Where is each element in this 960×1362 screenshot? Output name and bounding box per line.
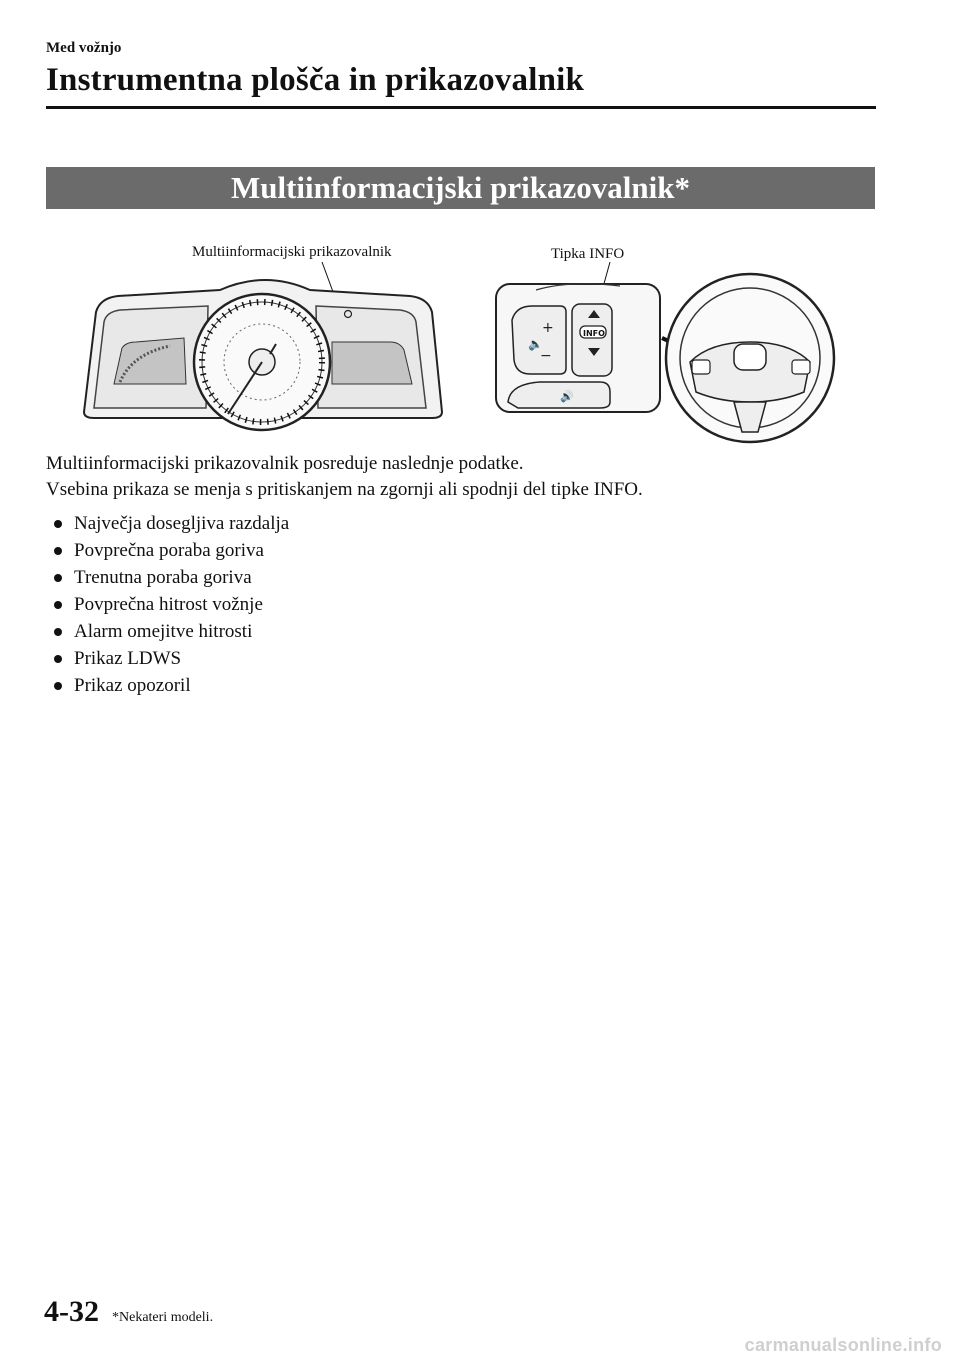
list-item xyxy=(46,537,289,564)
info-button-label: INFO xyxy=(583,329,605,338)
section-banner xyxy=(46,167,875,209)
list-item xyxy=(46,510,289,537)
section-label: Med vožnjo xyxy=(46,40,122,56)
list-item-text: Prikaz LDWS xyxy=(74,648,182,669)
list-item xyxy=(46,645,289,672)
callout-display-label: Multiinformacijski prikazovalnik xyxy=(192,244,392,260)
bullet-dot xyxy=(54,601,62,609)
body-text xyxy=(46,451,886,503)
list-item xyxy=(46,564,289,591)
list-item xyxy=(46,672,289,699)
svg-text:+: + xyxy=(542,320,554,336)
title-rule xyxy=(46,106,876,109)
info-switch-closeup xyxy=(496,284,688,412)
multi-information-display xyxy=(332,342,412,384)
page-number: 4-32 xyxy=(44,1295,99,1328)
list-item-text: Povprečna hitrost vožnje xyxy=(74,594,263,615)
svg-text:🔈: 🔈 xyxy=(528,337,543,351)
list-item-text: Največja dosegljiva razdalja xyxy=(74,513,290,534)
list-item-text: Prikaz opozoril xyxy=(74,675,191,696)
bullet-dot xyxy=(54,574,62,582)
tachometer-screen xyxy=(114,338,186,384)
svg-text:🔊: 🔊 xyxy=(560,390,574,403)
list-item xyxy=(46,618,289,645)
banner-title: Multiinformacijski prikazovalnik* xyxy=(231,170,690,205)
instrument-cluster xyxy=(84,280,442,430)
bullet-dot xyxy=(54,682,62,690)
bullet-dot xyxy=(54,520,62,528)
list-item xyxy=(46,591,289,618)
list-item-text: Alarm omejitve hitrosti xyxy=(74,621,253,642)
body-paragraph: Multiinformacijski prikazovalnik posreduje naslednje podatke. xyxy=(46,453,524,474)
body-paragraph: Vsebina prikaza se menja s pritiskanjem na zgornji ali spodnji del tipke INFO. xyxy=(46,479,643,500)
bullet-dot xyxy=(54,547,62,555)
svg-text:−: − xyxy=(540,348,552,364)
instrument-illustration xyxy=(70,262,870,452)
bullet-dot xyxy=(54,628,62,636)
footnote: *Nekateri modeli. xyxy=(112,1310,214,1325)
watermark: carmanualsonline.info xyxy=(744,1335,942,1355)
page-title: Instrumentna plošča in prikazovalnik xyxy=(46,62,585,98)
instrument-figure xyxy=(70,262,870,452)
list-item-text: Trenutna poraba goriva xyxy=(74,567,252,588)
list-item-text: Povprečna poraba goriva xyxy=(74,540,264,561)
bullet-dot xyxy=(54,655,62,663)
feature-list xyxy=(46,510,289,699)
callout-info-button-label: Tipka INFO xyxy=(551,246,625,262)
steering-wheel xyxy=(666,274,834,442)
